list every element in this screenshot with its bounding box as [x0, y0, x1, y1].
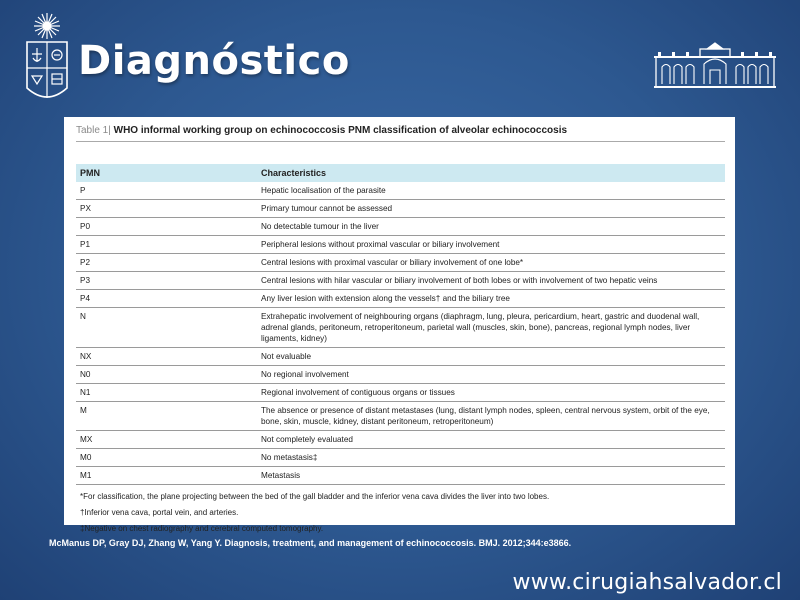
- table-footnotes: [76, 491, 725, 535]
- table-label: Table 1|: [76, 125, 111, 136]
- row-code: P3: [76, 272, 257, 290]
- row-characteristic: Hepatic localisation of the parasite: [257, 182, 725, 200]
- row-characteristic: No metastasis‡: [257, 449, 725, 467]
- row-characteristic: No regional involvement: [257, 366, 725, 384]
- row-characteristic: Any liver lesion with extension along the vessels† and the biliary tree: [257, 290, 725, 308]
- row-characteristic: No detectable tumour in the liver: [257, 218, 725, 236]
- row-code: N0: [76, 366, 257, 384]
- table-row: [76, 236, 725, 254]
- row-code: PX: [76, 200, 257, 218]
- slide-title: Diagnóstico: [78, 38, 350, 84]
- row-code: P2: [76, 254, 257, 272]
- table-row: [76, 467, 725, 485]
- row-code: P4: [76, 290, 257, 308]
- row-characteristic: Regional involvement of contiguous organs or tissues: [257, 384, 725, 402]
- row-code: N1: [76, 384, 257, 402]
- reference-citation: McManus DP, Gray DJ, Zhang W, Yang Y. Diagnosis, treatment, and management of echinococcosis. BMJ. 2012;344:e3866.: [49, 538, 572, 548]
- table-row: [76, 182, 725, 200]
- column-header-pmn: PMN: [80, 168, 100, 178]
- university-crest-icon: [22, 10, 72, 108]
- table-row: [76, 290, 725, 308]
- table-caption-text: WHO informal working group on echinococcosis PNM classification of alveolar echinococcosis: [113, 125, 568, 136]
- website-url: www.cirugiahsalvador.cl: [512, 570, 782, 595]
- row-characteristic: Primary tumour cannot be assessed: [257, 200, 725, 218]
- row-characteristic: The absence or presence of distant metastases (lung, distant lymph nodes, spleen, central nervous system, orbit of the eye, bone, skin, muscle, kidney, distant peritoneum, retroperitoneum): [257, 402, 725, 431]
- table-row: [76, 308, 725, 348]
- column-header-characteristics: Characteristics: [261, 168, 327, 178]
- row-characteristic: Central lesions with hilar vascular or biliary involvement of both lobes or with involvement of two hepatic veins: [257, 272, 725, 290]
- row-code: P: [76, 182, 257, 200]
- row-code: N: [76, 308, 257, 348]
- row-code: M1: [76, 467, 257, 485]
- table-row: [76, 431, 725, 449]
- row-characteristic: Peripheral lesions without proximal vascular or biliary involvement: [257, 236, 725, 254]
- row-code: MX: [76, 431, 257, 449]
- row-code: M0: [76, 449, 257, 467]
- footnote: *For classification, the plane projecting between the bed of the gall bladder and the inferior vena cava divides the liver into two lobes.: [80, 492, 550, 501]
- table-row: [76, 402, 725, 431]
- row-code: P1: [76, 236, 257, 254]
- table-header-row: [76, 164, 725, 182]
- pnm-classification-table: [76, 164, 725, 485]
- row-characteristic: Metastasis: [257, 467, 725, 485]
- row-characteristic: Extrahepatic involvement of neighbouring organs (diaphragm, lung, pleura, pericardium, heart, gastric and duodenal wall, adrenal glands, peritoneum, retroperitoneum, parietal wall (muscles, skin, bone), pancreas, regional lymph nodes, liver ligaments, kidney): [257, 308, 725, 348]
- row-code: M: [76, 402, 257, 431]
- footnote: †Inferior vena cava, portal vein, and arteries.: [80, 508, 239, 517]
- table-row: [76, 272, 725, 290]
- table-row: [76, 218, 725, 236]
- row-code: P0: [76, 218, 257, 236]
- table-row: [76, 348, 725, 366]
- classification-table-card: [64, 117, 735, 533]
- table-row: [76, 366, 725, 384]
- table-row: [76, 200, 725, 218]
- hospital-building-icon: [652, 40, 778, 92]
- row-characteristic: Not evaluable: [257, 348, 725, 366]
- row-characteristic: Central lesions with proximal vascular or biliary involvement of one lobe*: [257, 254, 725, 272]
- table-row: [76, 254, 725, 272]
- table-caption: [76, 123, 725, 142]
- table-row: [76, 384, 725, 402]
- table-row: [76, 449, 725, 467]
- row-code: NX: [76, 348, 257, 366]
- footnote: ‡Negative on chest radiography and cerebral computed tomography.: [80, 524, 324, 533]
- row-characteristic: Not completely evaluated: [257, 431, 725, 449]
